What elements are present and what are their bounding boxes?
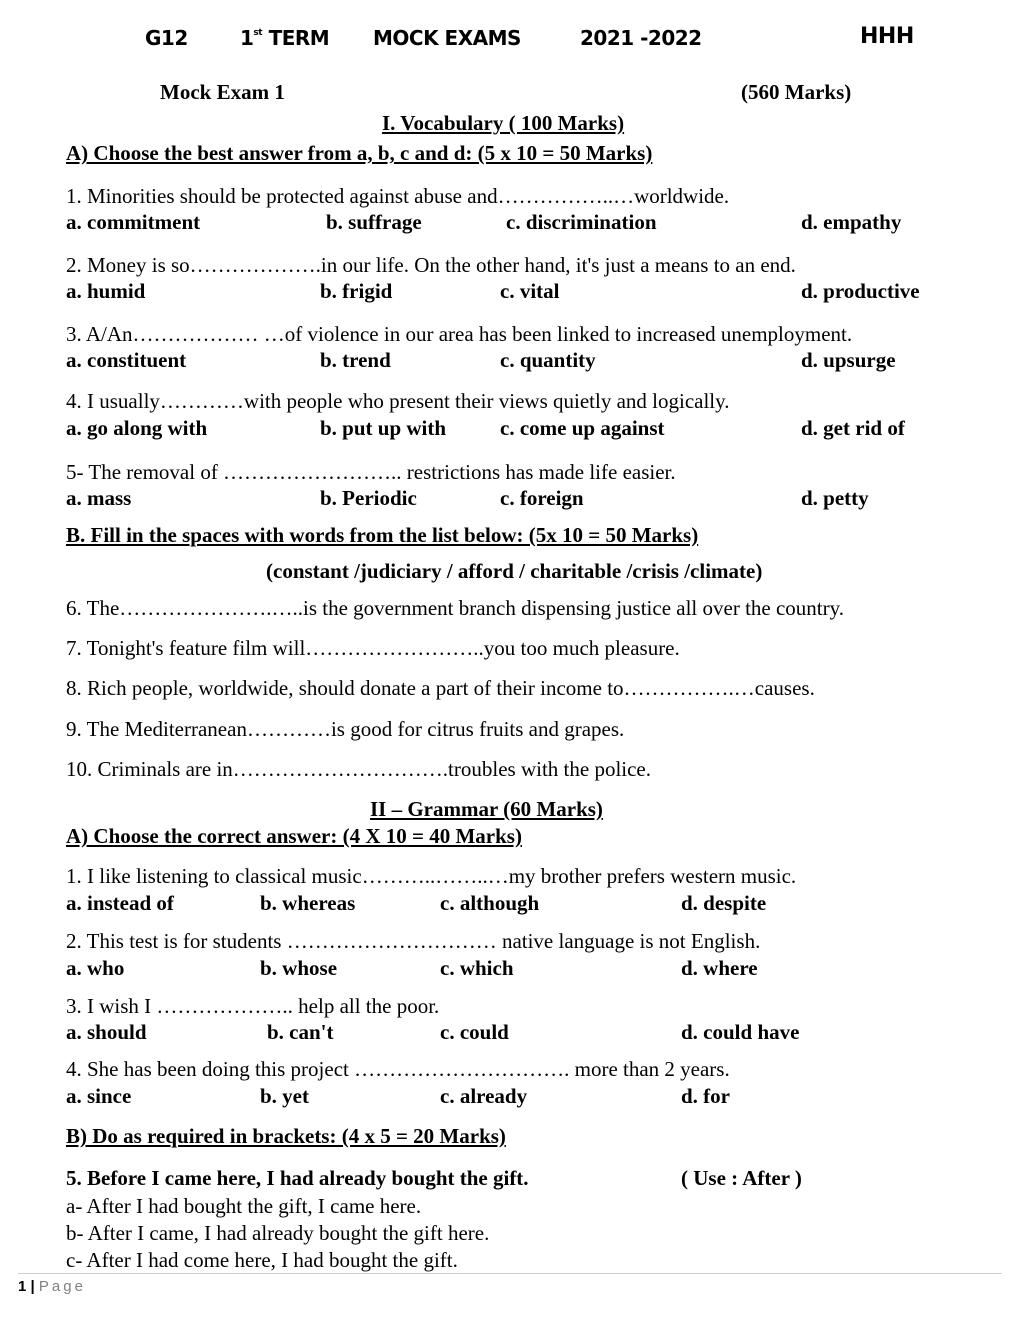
vocab-q2-option-a[interactable]: a. humid <box>66 279 146 303</box>
header-exam: MOCK EXAMS <box>373 26 521 50</box>
grammar-part-a-heading: A) Choose the correct answer: (4 X 10 = 40 Marks) <box>66 824 522 848</box>
grammar-q5-option-b[interactable]: b- After I came, I had already bought the gift here. <box>66 1221 490 1245</box>
vocab-part-a-heading: A) Choose the best answer from a, b, c and d: (5 x 10 = 50 Marks) <box>66 141 653 165</box>
grammar-q1-option-c[interactable]: c. although <box>440 891 540 915</box>
header-year: 2021 -2022 <box>580 26 702 50</box>
vocab-q1-option-c[interactable]: c. discrimination <box>506 210 657 234</box>
grammar-q5-option-a[interactable]: a- After I had bought the gift, I came here. <box>66 1194 422 1218</box>
vocab-q1-option-d[interactable]: d. empathy <box>801 210 902 234</box>
grammar-q2-option-d[interactable]: d. where <box>681 956 758 980</box>
page-footer <box>18 1278 86 1295</box>
grammar-q3-option-b[interactable]: b. can't <box>267 1020 334 1044</box>
vocab-q5-option-a[interactable]: a. mass <box>66 486 132 510</box>
fill-sentence-6: 6. The………………….…..is the government branch dispensing justice all over the country. <box>66 596 845 620</box>
grammar-q2-option-b[interactable]: b. whose <box>260 956 338 980</box>
vocab-question-1: 1. Minorities should be protected against abuse and……………..…worldwide. <box>66 184 730 208</box>
grammar-q3-option-c[interactable]: c. could <box>440 1020 509 1044</box>
vocab-question-2: 2. Money is so……………….in our life. On the other hand, it's just a means to an end. <box>66 253 796 277</box>
vocab-q3-option-d[interactable]: d. upsurge <box>801 348 896 372</box>
grammar-q2-option-a[interactable]: a. who <box>66 956 125 980</box>
grammar-part-b-heading: B) Do as required in brackets: (4 x 5 = 20 Marks) <box>66 1124 506 1148</box>
vocab-question-4: 4. I usually…………with people who present their views quietly and logically. <box>66 389 730 413</box>
header-term <box>240 26 329 50</box>
term-word: TERM <box>268 26 330 50</box>
grammar-q1-option-b[interactable]: b. whereas <box>260 891 356 915</box>
grammar-q2-option-c[interactable]: c. which <box>440 956 514 980</box>
vocab-q5-option-d[interactable]: d. petty <box>801 486 869 510</box>
vocab-q5-option-b[interactable]: b. Periodic <box>320 486 417 510</box>
vocab-question-5: 5- The removal of …………………….. restrictions has made life easier. <box>66 460 676 484</box>
vocab-q2-option-b[interactable]: b. frigid <box>320 279 393 303</box>
vocab-q5-option-c[interactable]: c. foreign <box>500 486 584 510</box>
exam-title: Mock Exam 1 <box>160 80 285 104</box>
grammar-q5-instruction: ( Use : After ) <box>681 1166 802 1190</box>
page-number: 1 <box>18 1278 27 1295</box>
grammar-q4-option-a[interactable]: a. since <box>66 1084 132 1108</box>
footer-separator: | <box>30 1278 35 1295</box>
fill-sentence-10: 10. Criminals are in………………………….troubles with the police. <box>66 757 652 781</box>
grammar-q3-option-d[interactable]: d. could have <box>681 1020 800 1044</box>
grammar-question-2: 2. This test is for students ………………………… native language is not English. <box>66 929 761 953</box>
fill-sentence-7: 7. Tonight's feature film will……………………..you too much pleasure. <box>66 636 680 660</box>
vocab-q4-option-c[interactable]: c. come up against <box>500 416 665 440</box>
vocab-q2-option-c[interactable]: c. vital <box>500 279 560 303</box>
vocab-q4-option-a[interactable]: a. go along with <box>66 416 208 440</box>
grammar-q5-stem: 5. Before I came here, I had already bought the gift. <box>66 1166 529 1190</box>
vocab-q4-option-b[interactable]: b. put up with <box>320 416 447 440</box>
grammar-question-4: 4. She has been doing this project …………………………. more than 2 years. <box>66 1057 730 1081</box>
header-logo: HHH <box>860 24 914 49</box>
word-list: (constant /judiciary / afford / charitable /crisis /climate) <box>266 559 763 583</box>
term-number: 1 <box>240 26 254 50</box>
vocab-q4-option-d[interactable]: d. get rid of <box>801 416 905 440</box>
vocab-q1-option-b[interactable]: b. suffrage <box>326 210 422 234</box>
term-superscript: st <box>253 28 263 38</box>
vocab-q3-option-c[interactable]: c. quantity <box>500 348 596 372</box>
vocab-q2-option-d[interactable]: d. productive <box>801 279 920 303</box>
fill-sentence-9: 9. The Mediterranean…………is good for citrus fruits and grapes. <box>66 717 625 741</box>
grammar-q4-option-d[interactable]: d. for <box>681 1084 730 1108</box>
grammar-heading: II – Grammar (60 Marks) <box>370 797 603 821</box>
grammar-q3-option-a[interactable]: a. should <box>66 1020 147 1044</box>
fill-sentence-8: 8. Rich people, worldwide, should donate a part of their income to…………….…causes. <box>66 676 815 700</box>
grammar-q5-option-c[interactable]: c- After I had come here, I had bought the gift. <box>66 1248 458 1272</box>
page-word: Page <box>38 1278 86 1295</box>
grammar-q4-option-b[interactable]: b. yet <box>260 1084 309 1108</box>
footer-divider <box>18 1273 1002 1274</box>
vocab-heading: I. Vocabulary ( 100 Marks) <box>382 111 625 135</box>
vocab-q3-option-b[interactable]: b. trend <box>320 348 391 372</box>
header-grade: G12 <box>145 26 188 50</box>
grammar-question-3: 3. I wish I ……………….. help all the poor. <box>66 994 440 1018</box>
grammar-question-1: 1. I like listening to classical music………..……..…my brother prefers western music. <box>66 864 797 888</box>
vocab-part-b-heading: B. Fill in the spaces with words from the list below: (5x 10 = 50 Marks) <box>66 523 699 547</box>
vocab-question-3: 3. A/An……………… …of violence in our area has been linked to increased unemployment. <box>66 322 853 346</box>
grammar-q4-option-c[interactable]: c. already <box>440 1084 528 1108</box>
vocab-q3-option-a[interactable]: a. constituent <box>66 348 187 372</box>
grammar-q1-option-d[interactable]: d. despite <box>681 891 767 915</box>
grammar-q1-option-a[interactable]: a. instead of <box>66 891 174 915</box>
total-marks: (560 Marks) <box>741 80 852 104</box>
vocab-q1-option-a[interactable]: a. commitment <box>66 210 201 234</box>
